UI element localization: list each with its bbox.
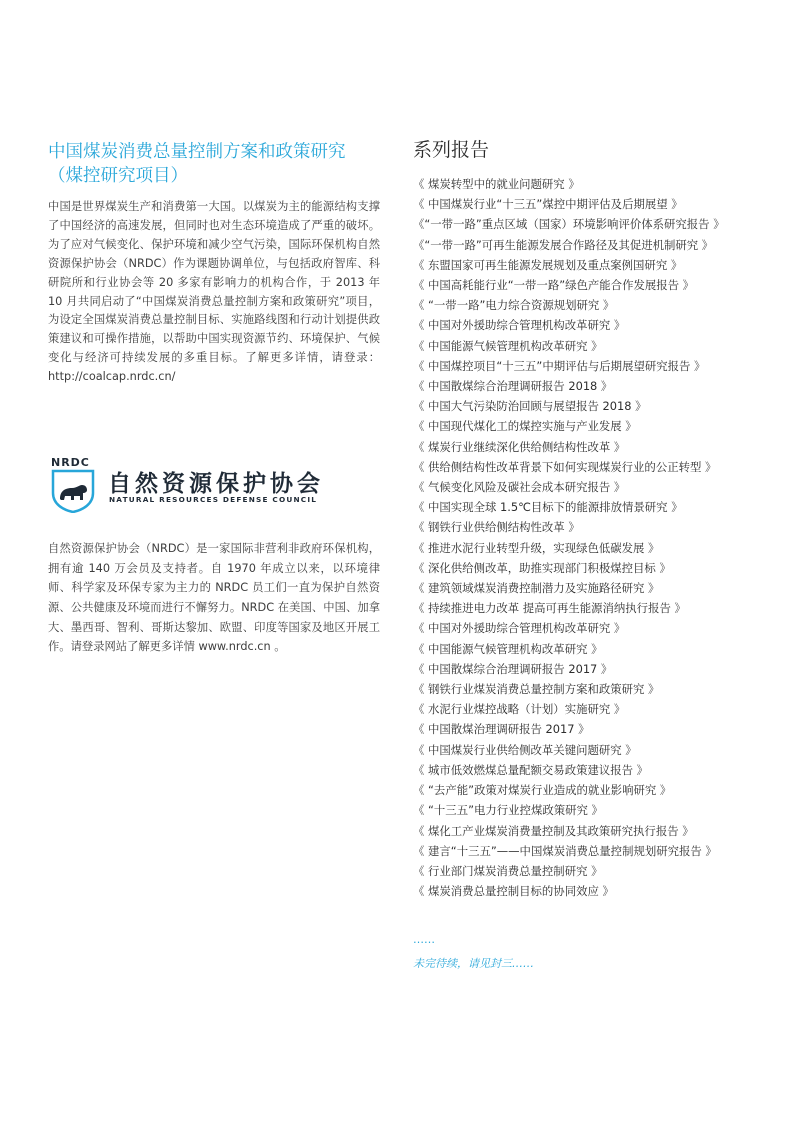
nrdc-english-name: NATURAL RESOURCES DEFENSE COUNCIL [109, 495, 318, 504]
project-description: 中国是世界煤炭生产和消费第一大国。以煤炭为主的能源结构支撑了中国经济的高速发展，但同时也对生态环境造成了严重的破坏。为了应对气候变化、保护环境和减少空气污染，国际环保机构自然资源保护协会（NRDC）作为课题协调单位，与包括政府智库、科研院所和行业协会等 20 多家有影响力的机构合作，于 2013 年 10 月共同启动了“中国煤炭消费总量控制方案和政策研究”项目，为设定全国煤炭消费总量控制目标、实施路线图和行动计划提供政策建议和可操作措施，以帮助中国实现资源节约、环境保护、气候变化与经济可持续发展的多重目标。了解更多详情，请登录：http://coalcap.nrdc.cn/ [48, 200, 380, 384]
report-item: 《 中国对外援助综合管理机构改革研究 》 [413, 621, 626, 636]
report-item: 《 煤化工产业煤炭消费量控制及其政策研究执行报告 》 [413, 823, 694, 838]
report-item: 《“一带一路”重点区域（国家）环境影响评价体系研究报告 》 [413, 217, 725, 232]
report-item: 《 “去产能”政策对煤炭行业造成的就业影响研究 》 [413, 783, 672, 798]
project-intro-section [48, 140, 380, 398]
report-item: 《 中国实现全球 1.5℃目标下的能源排放情景研究 》 [413, 500, 683, 515]
report-item: 《 中国能源气候管理机构改革研究 》 [413, 338, 603, 353]
polar-bear-badge-icon [50, 469, 96, 513]
list-ellipsis: …… [413, 933, 435, 946]
nrdc-wordmark: NRDC [51, 456, 90, 469]
report-item: 《 东盟国家可再生能源发展规划及重点案例国研究 》 [413, 257, 683, 272]
nrdc-chinese-name: 自然资源保护协会 [108, 471, 324, 497]
report-item: 《 中国煤炭行业供给侧改革关键问题研究 》 [413, 742, 637, 757]
series-title: 系列报告 [413, 139, 490, 161]
report-item: 《 中国煤控项目“十三五”中期评估与后期展望研究报告 》 [413, 358, 706, 373]
report-item: 《 气候变化风险及碳社会成本研究报告 》 [413, 480, 626, 495]
report-item: 《 钢铁行业煤炭消费总量控制方案和政策研究 》 [413, 682, 660, 697]
report-item: 《 中国散煤综合治理调研报告 2017 》 [413, 661, 613, 676]
report-item: 《 “十三五”电力行业控煤政策研究 》 [413, 803, 603, 818]
report-item: 《 中国对外援助综合管理机构改革研究 》 [413, 318, 626, 333]
report-item: 《 深化供给侧改革，助推实现部门积极煤控目标 》 [413, 560, 671, 575]
report-item: 《 供给侧结构性改革背景下如何实现煤炭行业的公正转型 》 [413, 459, 717, 474]
project-title-line2: （煤控研究项目） [48, 166, 188, 186]
report-item: 《 中国散煤治理调研报告 2017 》 [413, 722, 590, 737]
project-title [48, 140, 380, 188]
report-list [413, 174, 773, 901]
report-item: 《 钢铁行业供给侧结构性改革 》 [413, 520, 580, 535]
report-item: 《 煤炭转型中的就业问题研究 》 [413, 177, 580, 191]
report-item: 《 中国煤炭行业“十三五”煤控中期评估及后期展望 》 [413, 197, 683, 212]
report-item: 《 持续推进电力改革 提高可再生能源消纳执行报告 》 [413, 601, 686, 616]
report-item: 《 建言“十三五”——中国煤炭消费总量控制规划研究报告 》 [413, 843, 717, 858]
series-reports-section [413, 138, 773, 901]
project-title-line1: 中国煤炭消费总量控制方案和政策研究 [48, 142, 346, 162]
report-item: 《 煤炭消费总量控制目标的协同效应 》 [413, 884, 614, 899]
report-item: 《 中国能源气候管理机构改革研究 》 [413, 641, 603, 656]
report-item: 《 中国现代煤化工的煤控实施与产业发展 》 [413, 419, 637, 434]
report-item: 《“一带一路”可再生能源发展合作路径及其促进机制研究 》 [413, 237, 714, 252]
nrdc-logo [48, 455, 348, 515]
report-item: 《 中国大气污染防治回顾与展望报告 2018 》 [413, 399, 647, 414]
to-be-continued-note: 未完待续，请见封三…… [413, 957, 534, 970]
report-item: 《 城市低效燃煤总量配额交易政策建议报告 》 [413, 762, 649, 777]
report-item: 《 “一带一路”电力综合资源规划研究 》 [413, 298, 615, 313]
report-item: 《 建筑领域煤炭消费控制潜力及实施路径研究 》 [413, 581, 660, 596]
report-item: 《 中国散煤综合治理调研报告 2018 》 [413, 379, 613, 394]
report-item: 《 行业部门煤炭消费总量控制研究 》 [413, 863, 603, 878]
nrdc-description: 自然资源保护协会（NRDC）是一家国际非营利非政府环保机构，拥有逾 140 万会员及支持者。自 1970 年成立以来，以环境律师、科学家及环保专家为主力的 NRDC 员工们一直为保护自然资源、公共健康及环境而进行不懈努力。NRDC 在美国、中国、加拿大、墨西哥、智利、哥斯达黎加、欧盟、印度等国家及地区开展工作。请登录网站了解更多详情 www.nrdc.cn 。 [48, 542, 380, 654]
report-item: 《 水泥行业煤控战略（计划）实施研究 》 [413, 702, 626, 717]
report-item: 《 推进水泥行业转型升级，实现绿色低碳发展 》 [413, 540, 660, 555]
report-item: 《 中国高耗能行业“一带一路”绿色产能合作发展报告 》 [413, 278, 695, 293]
report-item: 《 煤炭行业继续深化供给侧结构性改革 》 [413, 439, 626, 454]
